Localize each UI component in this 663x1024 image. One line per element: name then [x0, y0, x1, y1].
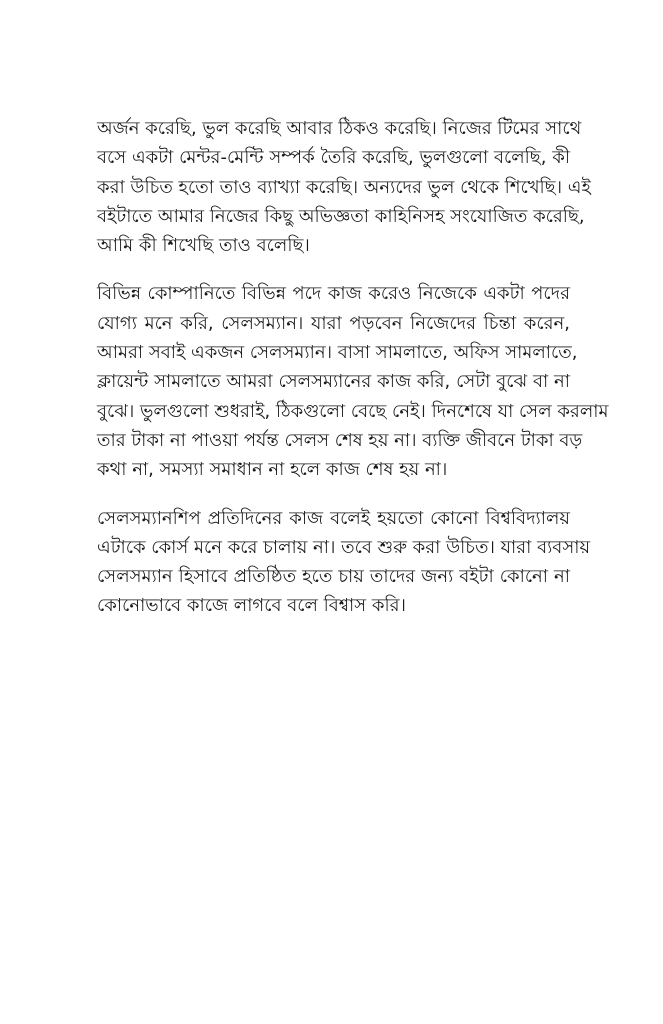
paragraph-3	[97, 504, 591, 621]
document-body	[97, 114, 609, 640]
paragraph-1	[97, 114, 591, 260]
text-line: বসে একটা মেন্টর-মেন্টি সম্পর্ক তৈরি করেছি, ভুলগুলো বলেছি, কী	[97, 147, 570, 169]
text-line: বিভিন্ন কোম্পানিতে বিভিন্ন পদে কাজ করেও নিজেকে একটা পদের	[97, 283, 570, 305]
paragraph-2	[97, 279, 609, 484]
text-line: ক্লায়েন্ট সামলাতে আমরা সেলসম্যানের কাজ করি, সেটা বুঝে বা না	[97, 371, 570, 393]
text-line: কোনোভাবে কাজে লাগবে বলে বিশ্বাস করি।	[97, 595, 406, 617]
text-line: এটাকে কোর্স মনে করে চালায় না। তবে শুরু করা উচিত। যারা ব্যবসায়	[97, 536, 591, 558]
text-line: যোগ্য মনে করি, সেলসম্যান। যারা পড়বেন নিজেদের চিন্তা করেন,	[97, 312, 570, 334]
text-line: সেলসম্যানশিপ প্রতিদিনের কাজ বলেই হয়তো কোনো বিশ্ববিদ্যালয়	[97, 507, 570, 529]
text-line: সেলসম্যান হিসাবে প্রতিষ্ঠিত হতে চায় তাদের জন্য বইটা কোনো না	[97, 566, 570, 588]
text-line: আমি কী শিখেছি তাও বলেছি।	[97, 235, 310, 257]
text-line: কথা না, সমস্যা সমাধান না হলে কাজ শেষ হয় না।	[97, 459, 448, 481]
text-line: করা উচিত হতো তাও ব্যাখ্যা করেছি। অন্যদের ভুল থেকে শিখেছি। এই	[97, 176, 591, 198]
text-line: বুঝে। ভুলগুলো শুধরাই, ঠিকগুলো বেছে নেই। দিনশেষে যা সেল করলাম	[97, 400, 609, 422]
text-line: বইটাতে আমার নিজের কিছু অভিজ্ঞতা কাহিনিসহ সংযোজিত করেছি,	[97, 205, 585, 227]
text-line: তার টাকা না পাওয়া পর্যন্ত সেলস শেষ হয় না। ব্যক্তি জীবনে টাকা বড়	[97, 429, 583, 451]
text-line: অর্জন করেছি, ভুল করেছি আবার ঠিকও করেছি। নিজের টিমের সাথে	[97, 118, 582, 139]
text-line: আমরা সবাই একজন সেলসম্যান। বাসা সামলাতে, অফিস সামলাতে,	[97, 342, 578, 364]
